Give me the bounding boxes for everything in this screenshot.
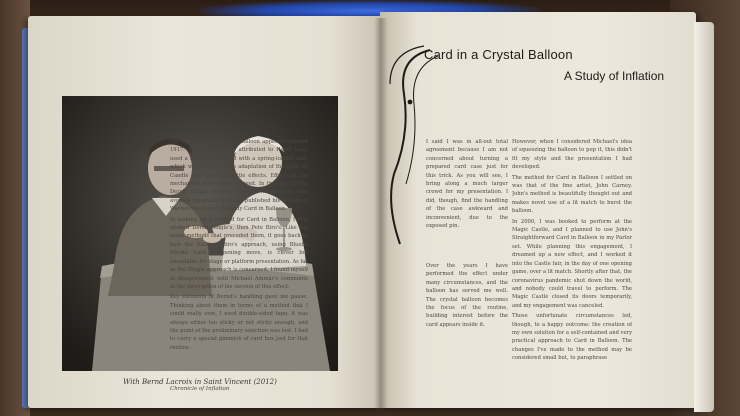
paragraph: In 2000, I was booked to perform at the Magic Castle, and I planned to use John's Straightforward Card in Balloon in my Parlor set. While planning this engagement, I dreamed up a new effect, and I worked it into the Castle fair, in the day of one opening game, over a lit match. Shortly after that, the coronavirus pandemic shut down the world, and nobody could travel to perform. The Magic Castle closed its doors temporarily, and my engagement was canceled. — [512, 218, 632, 309]
page-footer: Chronicle of Inflation — [170, 386, 230, 392]
right-page-text-column — [426, 138, 508, 256]
paragraph: The method for Card in Balloon I settled on was that of the fine artist, John Carney. John's method is beautifully thought out and makes novel use of a lit match to burst the balloon. — [512, 174, 632, 215]
photo-caption: With Bernd Lacroix in Saint Vincent (2012) — [123, 378, 277, 386]
paragraph: Key elements of Bernd's handling gave me pause. Thinking about them in terms of a method that I could really own, I used double-sided tape; it was always either too sticky or not sticky enough, and the point of the preliminary selection was lost. I had to carry a special gimmick of card box just for that routine. — [170, 294, 308, 351]
paragraph: However, when I considered Michael's idea of squeezing the balloon to pop it, this didn't fit my style and the presentation I had developed. — [512, 139, 632, 171]
chapter-subtitle: A Study of Inflation — [564, 69, 665, 83]
chapter-title: Card in a Crystal Balloon — [424, 47, 573, 62]
left-page-text — [170, 138, 308, 388]
right-page-text-column — [426, 262, 508, 382]
paragraph: Over the years I have performed the effect under many circumstances, and the balloon has served me well. The crystal balloon becomes the focus of the routine, building interest before the card appears inside it. — [426, 263, 508, 328]
page-stack-edge — [694, 22, 714, 412]
paragraph: I said I was in all-out total agreement because I am not concerned about turning a prepared card case just for this trick. As you will see, I bring along a much larger crowd for my presentation. I did, though, find the handling of the case awkward and inconvenient, due to the exposed pin. — [426, 139, 508, 230]
paragraph: Those unfortunate circumstances led, though, to a happy outcome: the creation of my own solution for a self-contained and very practical approach to Card in Balloon. The changes I've made to the method may be considered small but, to paraphrase — [512, 313, 632, 362]
right-page-text-column — [512, 138, 632, 378]
paragraph: In looking for a method for Card in Balloon, I first studied Derek Dingle's, then Pete Biro's. Like the many methods that preceded them, it goes back to how the balloon. Biro's approach, using Bluebe Smoke Card Happening move, is clever but unsuitable for stage or platform presentation. As far as the Dingle approach is concerned, I found myself in disagreement with Michael Ammar's comments in the description of his version of this effect. — [170, 216, 308, 290]
paragraph: The effect of the Card in Balloon appeared around 1917. The first method, attributed to Harry Leat, used a mechanical wand with a spring-loaded arm, which was an adjustable adaptation of the Card on Candle and Card on Bottle effects. Effects in the mechanical style soon followed. In the late 1970s, Derek Dingle revived interest in methods that avoided apparatus when he published his version of Warren Stephens's Remedy Card in Balloon. — [170, 139, 308, 213]
